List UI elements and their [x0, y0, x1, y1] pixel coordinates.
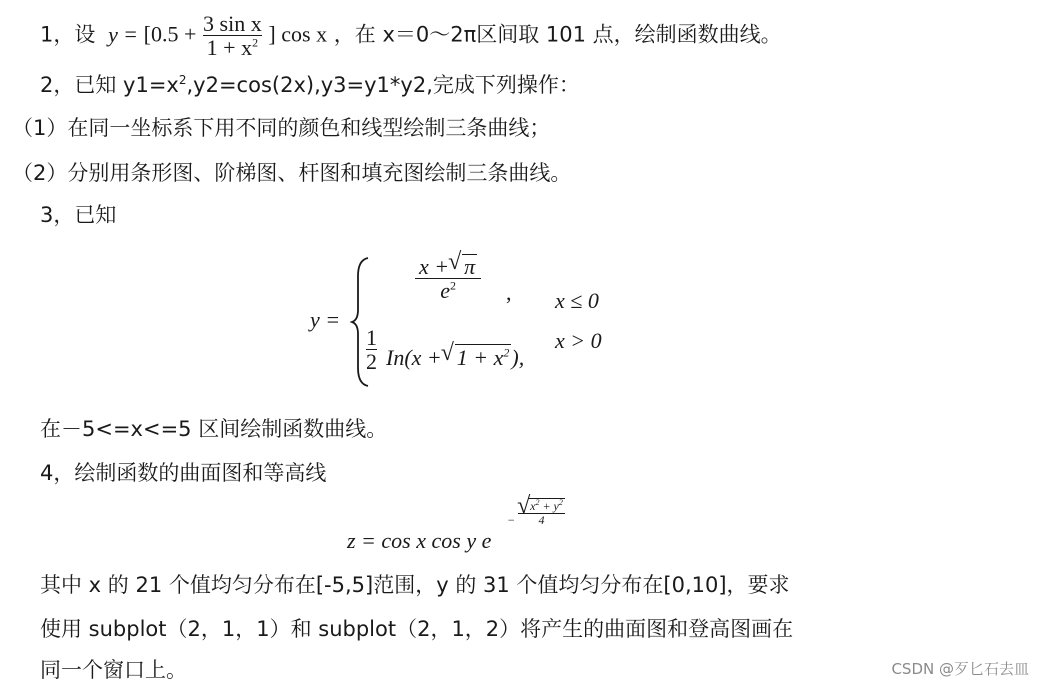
q3-piecewise [310, 252, 630, 392]
question-2 [40, 70, 580, 100]
q1-fraction [203, 12, 262, 59]
q3-range: 在－5<=x<=5 区间绘制函数曲线。 [40, 417, 388, 441]
sqrt-one-plus-x2: √ $1 + x^2$ [444, 344, 512, 371]
q3-case2-close: ), [511, 345, 525, 370]
q1-tail-b: 区间取 101 点，绘制函数曲线。 [476, 22, 782, 47]
q4-equation [347, 496, 607, 560]
sqrt-x2-y2: √ $x^2 + y^2$ [520, 498, 565, 513]
q1-bracket-open: [0.5 + [143, 21, 197, 47]
q4-description-1: 其中 x 的 21 个值均匀分布在[-5,5]范围，y 的 31 个值均匀分布在[0,10]，要求 [40, 573, 790, 597]
q2-line1-b: ,y2=cos(2x),y3=y1*y2,完成下列操作： [186, 73, 580, 97]
q4-description-2: 使用 subplot（2，1，1）和 subplot（2，1，2）将产生的曲面图和登高图画在 [40, 617, 794, 641]
q1-fraction-denominator: 1 + x [206, 35, 253, 61]
q3-case2-half-den: 2 [366, 349, 377, 375]
q3-title: 3，已知 [40, 203, 117, 227]
q3-case2-half-num: 1 [366, 325, 377, 350]
q1-fraction-numerator: 3 sin x [203, 11, 262, 36]
sqrt-pi: √ π [451, 254, 477, 278]
q1-number: 1，设 [40, 22, 96, 47]
q3-case1-denominator: e [440, 278, 450, 304]
q3-case1-fraction [415, 254, 481, 302]
q3-case1-den-exp: 2 [449, 278, 456, 293]
q3-case2-condition: x > 0 [555, 328, 602, 353]
q1-equals: = [124, 21, 137, 47]
q4-exp-minus: − [507, 512, 516, 527]
question-1 [40, 12, 782, 59]
q4-exponent [507, 498, 565, 526]
q3-case2-half [366, 326, 377, 373]
q3-case2-expression [386, 344, 524, 371]
q1-pi: π [463, 22, 477, 47]
q1-tail-a: ，在 x＝0～2 [333, 22, 464, 47]
q2-exponent: 2 [178, 73, 187, 87]
q1-fraction-exponent: 2 [252, 35, 259, 50]
q2-item-2: （2）分别用条形图、阶梯图、杆图和填充图绘制三条曲线。 [12, 161, 572, 185]
q3-case1-numerator: x + [419, 254, 450, 279]
q1-bracket-close: ] cos x [268, 21, 328, 47]
csdn-watermark: CSDN @歹匕石去皿 [891, 660, 1029, 678]
q4-title: 4，绘制函数的曲面图和等高线 [40, 461, 327, 485]
q3-case1-comma: , [506, 280, 512, 305]
q3-case2-ln: In(x + [386, 345, 442, 370]
q3-case1-condition: x ≤ 0 [555, 288, 599, 313]
q1-lhs: y [108, 21, 118, 47]
q4-lhs: z = cos x cos y e [347, 528, 492, 553]
q4-exp-denominator: 4 [518, 513, 565, 527]
q2-item-1: （1）在同一坐标系下用不同的颜色和线型绘制三条曲线； [12, 116, 551, 140]
q4-description-3: 同一个窗口上。 [40, 658, 187, 682]
q3-lhs: y = [310, 307, 341, 332]
q2-line1-a: 2，已知 y1=x [40, 73, 179, 97]
